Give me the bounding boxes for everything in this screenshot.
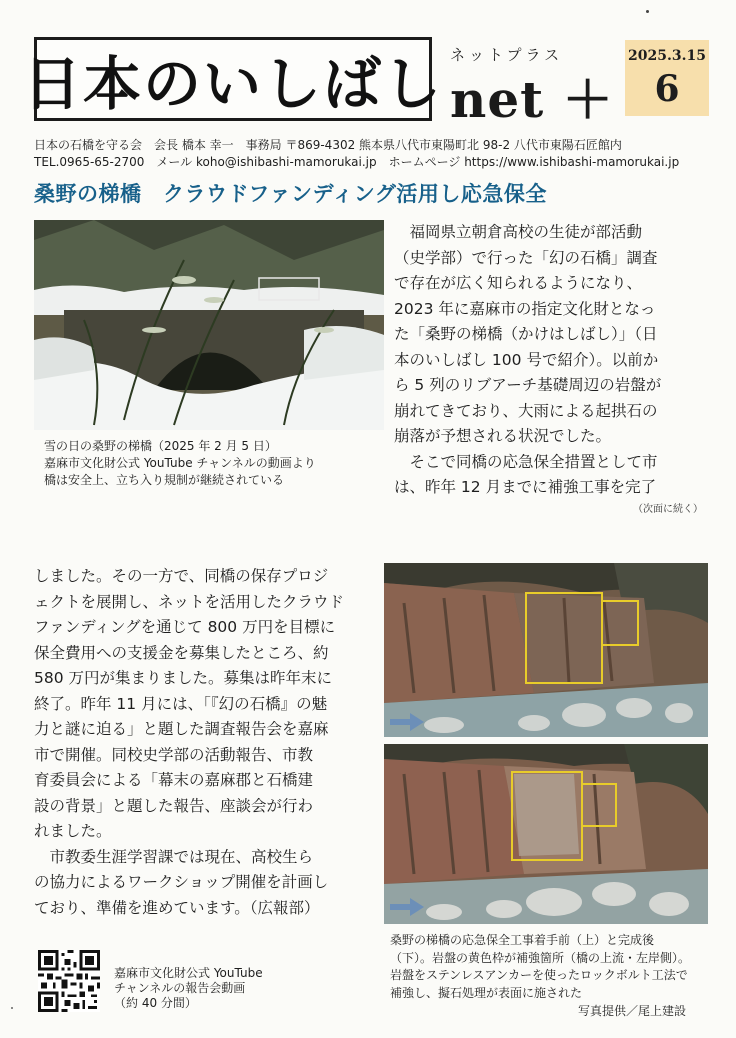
caption-line: 雪の日の桑野の梯橋（2025 年 2 月 5 日） — [44, 439, 277, 453]
text-line: そこで同橋の応急保全措置として市 — [394, 452, 658, 471]
scan-speck — [646, 10, 649, 13]
headline: 桑野の梯橋 クラウドファンディング活用し応急保全 — [34, 182, 547, 206]
article-column-2 — [34, 564, 344, 921]
text-line: 崩れてきており、大雨による起拱石の — [394, 401, 658, 420]
text-line: ファンディングを通じて 800 万円を目標に — [34, 618, 336, 636]
caption-line: 嘉麻市文化財公式 YouTube — [114, 966, 263, 980]
after-construction-photo — [384, 744, 708, 924]
text-line: で存在が広く知られるようになり、 — [394, 274, 643, 292]
snowy-bridge-photo — [34, 220, 384, 430]
text-line: れました。 — [34, 822, 112, 840]
text-line: ており、準備を進めています。（広報部） — [34, 898, 320, 917]
text-line: た「桑野の梯橋（かけはしばし）」（日 — [394, 325, 658, 343]
issue-number: 6 — [654, 68, 680, 110]
caption-line: 補強し、擬石処理が表面に施された — [390, 985, 583, 1000]
text-line: ら 5 列のリブアーチ基礎周辺の岩盤が — [394, 376, 662, 394]
text-line: （史学部）で行った「幻の石橋」調査 — [394, 248, 658, 267]
text-line: 終了。昨年 11 月には、「『幻の石橋』の魅 — [34, 694, 328, 713]
text-line: 育委員会による「幕末の嘉麻郡と石橋建 — [34, 771, 314, 789]
snowy-bridge-caption — [44, 438, 316, 489]
caption-line: チャンネルの報告会動画 — [114, 981, 246, 995]
text-line: 市で開催。同校史学部の活動報告、市教 — [34, 745, 314, 764]
text-line: は、昨年 12 月までに補強工事を完了 — [394, 478, 657, 496]
text-line: 福岡県立朝倉高校の生徒が部活動 — [394, 223, 643, 241]
qr-caption — [114, 966, 263, 1011]
net-plus-kana: ネットプラス — [450, 46, 564, 64]
text-line: 崩落が予想される状況でした。 — [394, 427, 612, 445]
text-line: 力と謎に迫る」と題した調査報告会を嘉麻 — [34, 720, 329, 738]
caption-line: 桑野の梯橋の応急保全工事着手前（上）と完成後 — [390, 933, 655, 947]
caption-line: 岩盤をステンレスアンカーを使ったロックボルト工法で — [390, 968, 688, 982]
text-line: ェクトを展開し、ネットを活用したクラウド — [34, 592, 345, 611]
masthead-logo — [23, 37, 444, 121]
caption-line: 橋は安全上、立ち入り規制が継続されている — [44, 473, 285, 487]
issue-box — [625, 40, 709, 116]
text-line: 本のいしばし 100 号で紹介）。以前か — [394, 350, 659, 369]
construction-caption — [390, 932, 690, 1002]
scan-speck — [11, 1007, 13, 1009]
text-line: の協力によるワークショップ開催を計画し — [34, 873, 329, 891]
text-line: 580 万円が集まりました。募集は昨年末に — [34, 669, 333, 687]
caption-line: （約 40 分間） — [114, 996, 197, 1010]
photo-credit: 写真提供／尾上建設 — [578, 1004, 687, 1018]
caption-line: （下）。岩盤の黄色枠が補強箇所（橋の上流・左岸側）。 — [390, 950, 691, 965]
text-line: 設の背景」と題した報告、座談会が行わ — [34, 796, 314, 815]
before-construction-photo — [384, 563, 708, 737]
text-line: 市教委生涯学習課では現在、高校生ら — [34, 847, 314, 866]
net-plus-title: net ＋ — [450, 70, 614, 129]
continued-note: （次面に続く） — [633, 504, 703, 515]
caption-line: 嘉麻市文化財公式 YouTube チャンネルの動画より — [44, 456, 316, 470]
text-line: 2023 年に嘉麻市の指定文化財となっ — [394, 299, 656, 318]
text-line: しました。その一方で、同橋の保存プロジ — [34, 567, 329, 585]
publisher-info: 日本の石橋を守る会 会長 橋本 幸一 事務局 〒869-4302 熊本県八代市東陽町北 98-2 八代市東陽石匠館内 — [34, 138, 622, 152]
text-line: 保全費用への支援金を募集したところ、約 — [34, 643, 329, 662]
contact-info: TEL.0965-65-2700 メール koho@ishibashi-mamorukai.jp ホームページ https://www.ishibashi-mamorukai.jp — [34, 155, 680, 169]
article-column-1 — [394, 220, 661, 501]
issue-date: 2025.3.15 — [628, 48, 706, 64]
qr-code[interactable] — [38, 950, 100, 1012]
logo-text: 日本のいしばし — [23, 50, 444, 118]
